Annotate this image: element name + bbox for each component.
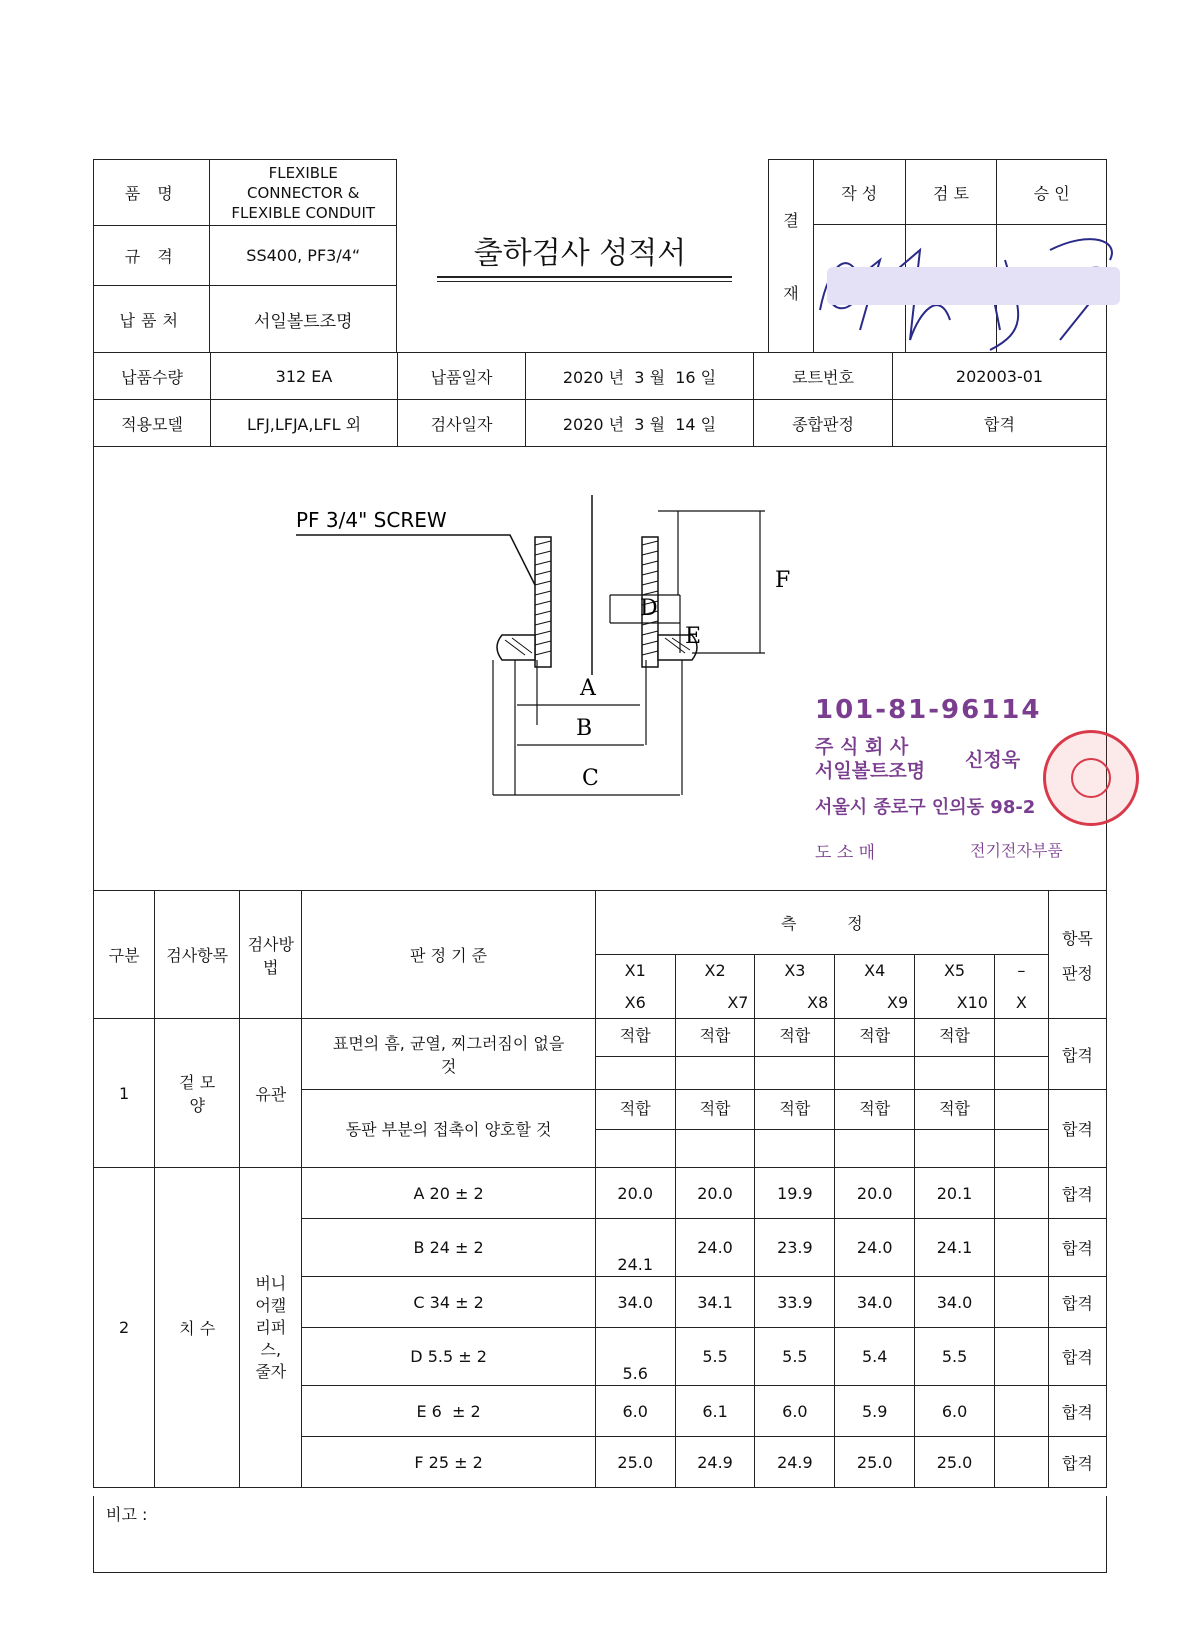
approval-side-label: 결 재 <box>769 160 814 353</box>
model-label: 적용모델 <box>94 400 211 447</box>
stamp-business-type: 도 소 매 <box>815 843 876 863</box>
b-v5: 24.1 <box>915 1219 995 1277</box>
criteria-contact: 동판 부분의 접촉이 양호할 것 <box>302 1090 595 1168</box>
lot-value: 202003-01 <box>893 353 1107 400</box>
col-x10: X10 <box>915 987 995 1019</box>
delivery-info-table <box>93 352 1107 447</box>
delivery-date-value: 2020 년 3 월 16 일 <box>526 353 754 400</box>
product-name-value: FLEXIBLE CONNECTOR & FLEXIBLE CONDUIT <box>210 160 397 226</box>
header-category: 구분 <box>94 891 155 1019</box>
product-name-label: 품 명 <box>94 160 210 226</box>
b-v2: 24.0 <box>675 1219 755 1277</box>
col-x1: X1 <box>595 955 675 987</box>
d-v3: 5.5 <box>755 1328 835 1386</box>
title-underline-1 <box>437 276 732 278</box>
a-v1: 20.0 <box>595 1168 675 1219</box>
criteria-surface: 표면의 흠, 균열, 찌그러짐이 없을 것 <box>302 1019 595 1090</box>
technical-drawing <box>280 495 820 855</box>
c-v5: 34.0 <box>915 1277 995 1328</box>
group2-method: 버니어캘리퍼스, 줄자 <box>240 1168 302 1488</box>
g1r2-v5: 적합 <box>915 1090 995 1130</box>
b-v3: 23.9 <box>755 1219 835 1277</box>
lot-label: 로트번호 <box>754 353 893 400</box>
g1r2-v8 <box>675 1130 755 1168</box>
screw-label: PF 3/4" SCREW <box>296 508 447 532</box>
header-measure: 측 정 <box>595 891 1048 955</box>
remarks-label: 비고 : <box>106 1505 148 1524</box>
group2-item: 치 수 <box>155 1168 240 1488</box>
dim-label-e: E <box>685 624 702 649</box>
stamp-ceo-name: 신정욱 <box>965 749 1021 771</box>
col-x5: X5 <box>915 955 995 987</box>
f-v4: 25.0 <box>835 1437 915 1488</box>
dim-label-f: F <box>775 568 791 593</box>
model-value: LFJ,LFJA,LFL 외 <box>211 400 398 447</box>
g1r1-v5: 적합 <box>915 1019 995 1057</box>
d-v2: 5.5 <box>675 1328 755 1386</box>
col-x: X <box>994 987 1048 1019</box>
c-v2: 34.1 <box>675 1277 755 1328</box>
overall-value: 합격 <box>893 400 1107 447</box>
e-v1: 6.0 <box>595 1386 675 1437</box>
overall-label: 종합판정 <box>754 400 893 447</box>
dim-label-a: A <box>580 676 596 701</box>
supplier-value: 서일볼트조명 <box>210 286 397 353</box>
f-v5: 25.0 <box>915 1437 995 1488</box>
g1r1-v11 <box>915 1057 995 1090</box>
stamp-company-type: 주 식 회 사 <box>815 736 909 758</box>
qty-label: 납품수량 <box>94 353 211 400</box>
inspection-date-label: 검사일자 <box>398 400 526 447</box>
g1r1-v1: 적합 <box>595 1019 675 1057</box>
g1r1-v2: 적합 <box>675 1019 755 1057</box>
f-v3: 24.9 <box>755 1437 835 1488</box>
group1-item: 겉 모 양 <box>155 1019 240 1168</box>
c-v6 <box>994 1277 1048 1328</box>
header-method: 검사방법 <box>240 891 302 1019</box>
g1r1-v9 <box>755 1057 835 1090</box>
a-v3: 19.9 <box>755 1168 835 1219</box>
seal-stamp <box>1043 730 1139 826</box>
b-v6 <box>994 1219 1048 1277</box>
dim-label-b: B <box>576 716 593 741</box>
e-verdict: 합격 <box>1048 1386 1106 1437</box>
d-v5: 5.5 <box>915 1328 995 1386</box>
criteria-f: F 25 ± 2 <box>302 1437 595 1488</box>
e-v3: 6.0 <box>755 1386 835 1437</box>
g1r1-v6 <box>994 1019 1048 1057</box>
f-v2: 24.9 <box>675 1437 755 1488</box>
qty-value: 312 EA <box>211 353 398 400</box>
approval-col-approve: 승 인 <box>997 160 1107 225</box>
e-v4: 5.9 <box>835 1386 915 1437</box>
dim-label-d: D <box>640 596 658 621</box>
g1r1-v8 <box>675 1057 755 1090</box>
stamp-company-name: 서일볼트조명 <box>815 760 926 782</box>
d-verdict: 합격 <box>1048 1328 1106 1386</box>
g1r2-verdict: 합격 <box>1048 1090 1106 1168</box>
g1r2-v4: 적합 <box>835 1090 915 1130</box>
f-v6 <box>994 1437 1048 1488</box>
g1r2-v7 <box>595 1130 675 1168</box>
stamp-business-item: 전기전자부품 <box>970 841 1063 860</box>
b-verdict: 합격 <box>1048 1219 1106 1277</box>
b-v1: 24.1 <box>595 1219 675 1277</box>
d-v1: 5.6 <box>595 1328 675 1386</box>
g1r1-v4: 적합 <box>835 1019 915 1057</box>
g1r1-v7 <box>595 1057 675 1090</box>
col-x6: X6 <box>595 987 675 1019</box>
supplier-label: 납품처 <box>94 286 210 353</box>
approval-col-write: 작 성 <box>813 160 905 225</box>
g1r1-verdict: 합격 <box>1048 1019 1106 1090</box>
product-info-table <box>93 159 397 353</box>
c-verdict: 합격 <box>1048 1277 1106 1328</box>
col-x8: X8 <box>755 987 835 1019</box>
col-x3: X3 <box>755 955 835 987</box>
criteria-c: C 34 ± 2 <box>302 1277 595 1328</box>
criteria-b: B 24 ± 2 <box>302 1219 595 1277</box>
delivery-date-label: 납품일자 <box>398 353 526 400</box>
title-underline-2 <box>437 281 732 282</box>
header-verdict: 항목 판정 <box>1048 891 1106 1019</box>
a-verdict: 합격 <box>1048 1168 1106 1219</box>
approval-col-review: 검 토 <box>905 160 997 225</box>
c-v4: 34.0 <box>835 1277 915 1328</box>
inspection-results-table <box>93 890 1107 1488</box>
g1r2-v11 <box>915 1130 995 1168</box>
header-criteria: 판 정 기 준 <box>302 891 595 1019</box>
redaction-bar <box>827 267 1120 305</box>
a-v5: 20.1 <box>915 1168 995 1219</box>
f-verdict: 합격 <box>1048 1437 1106 1488</box>
g1r2-v2: 적합 <box>675 1090 755 1130</box>
group1-method: 유관 <box>240 1019 302 1168</box>
header-item: 검사항목 <box>155 891 240 1019</box>
stamp-reg-number: 101-81-96114 <box>815 695 1042 725</box>
b-v4: 24.0 <box>835 1219 915 1277</box>
a-v2: 20.0 <box>675 1168 755 1219</box>
g1r2-v9 <box>755 1130 835 1168</box>
c-v3: 33.9 <box>755 1277 835 1328</box>
g1r1-v12 <box>994 1057 1048 1090</box>
col-x2: X2 <box>675 955 755 987</box>
g1r2-v1: 적합 <box>595 1090 675 1130</box>
criteria-e: E 6 ± 2 <box>302 1386 595 1437</box>
a-v4: 20.0 <box>835 1168 915 1219</box>
a-v6 <box>994 1168 1048 1219</box>
remarks-box <box>93 1496 1107 1573</box>
spec-value: SS400, PF3/4“ <box>210 226 397 286</box>
document-title: 출하검사 성적서 <box>473 236 687 271</box>
g1r1-v10 <box>835 1057 915 1090</box>
g1r2-v10 <box>835 1130 915 1168</box>
f-v1: 25.0 <box>595 1437 675 1488</box>
col-x4: X4 <box>835 955 915 987</box>
group2-no: 2 <box>94 1168 155 1488</box>
spec-label: 규 격 <box>94 226 210 286</box>
inspection-date-value: 2020 년 3 월 14 일 <box>526 400 754 447</box>
g1r2-v12 <box>994 1130 1048 1168</box>
criteria-d: D 5.5 ± 2 <box>302 1328 595 1386</box>
col-x9: X9 <box>835 987 915 1019</box>
criteria-a: A 20 ± 2 <box>302 1168 595 1219</box>
g1r2-v6 <box>994 1090 1048 1130</box>
dim-label-c: C <box>582 766 599 791</box>
e-v6 <box>994 1386 1048 1437</box>
d-v6 <box>994 1328 1048 1386</box>
e-v2: 6.1 <box>675 1386 755 1437</box>
col-dash: – <box>994 955 1048 987</box>
col-x7: X7 <box>675 987 755 1019</box>
g1r1-v3: 적합 <box>755 1019 835 1057</box>
d-v4: 5.4 <box>835 1328 915 1386</box>
c-v1: 34.0 <box>595 1277 675 1328</box>
group1-no: 1 <box>94 1019 155 1168</box>
g1r2-v3: 적합 <box>755 1090 835 1130</box>
stamp-address: 서울시 종로구 인의동 98-2 <box>815 797 1036 818</box>
e-v5: 6.0 <box>915 1386 995 1437</box>
